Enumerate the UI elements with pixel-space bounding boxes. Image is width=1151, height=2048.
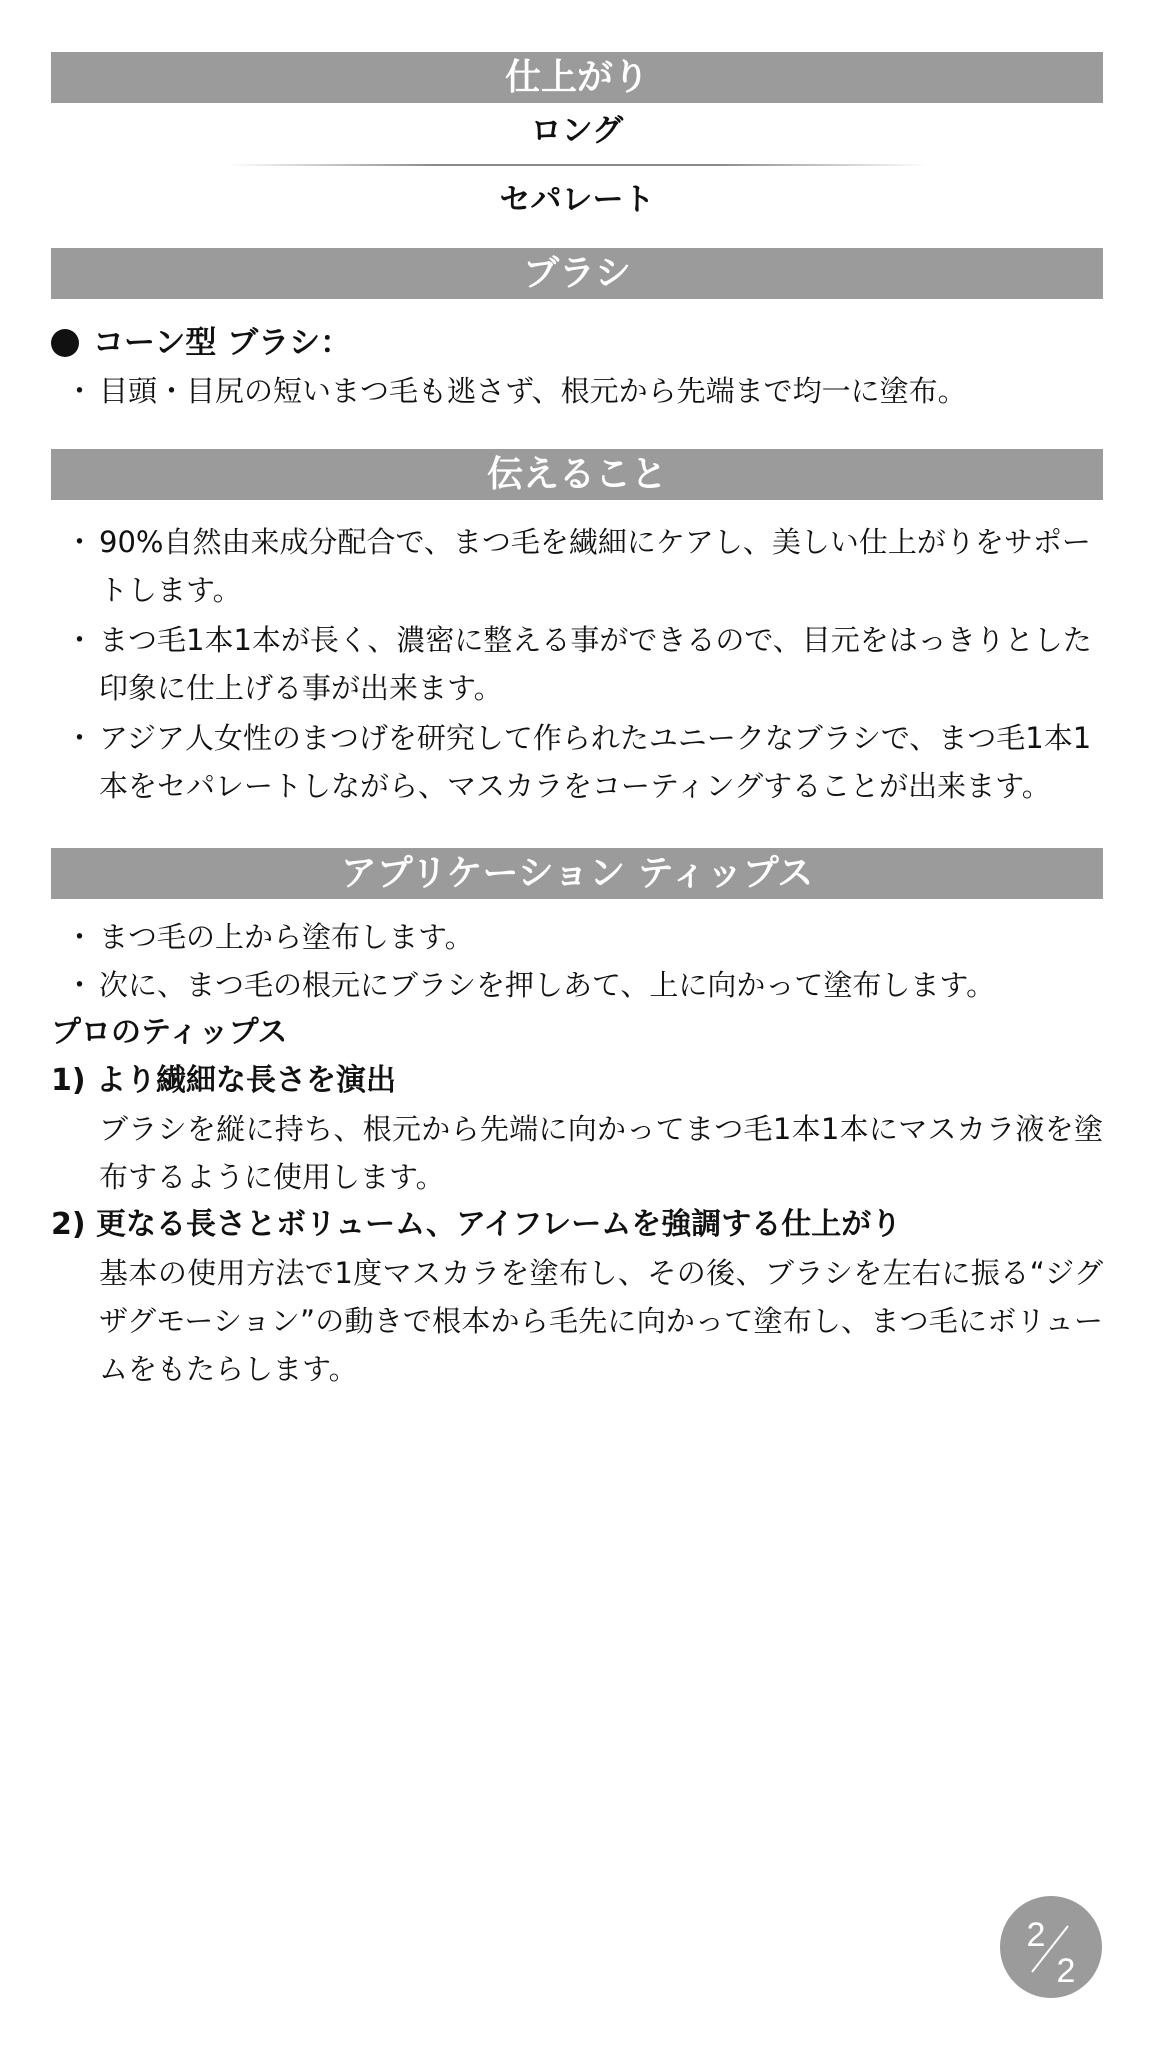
pro-tips-title: プロのティップス (51, 1015, 288, 1050)
brush-type (51, 319, 1103, 367)
list-item: ・ 90%自然由来成分配合で、まつ毛を繊細にケアし、美しい仕上がりをサポートします。 (51, 518, 1103, 614)
tip-2-heading: 2) 更なる長さとボリューム、アイフレームを強調する仕上がり (51, 1207, 902, 1242)
bullet-mark: ・ (65, 374, 95, 408)
page-indicator (1000, 1896, 1102, 1998)
brush-type-label: コーン型 ブラシ： (93, 325, 352, 361)
list-item: ・ まつ毛1本1本が長く、濃密に整える事ができるので、目元をはっきりとした印象に仕上げる事が出来ます。 (51, 616, 1103, 712)
brush-heading: ブラシ (51, 248, 1103, 299)
bullet-mark: ・ (65, 525, 95, 559)
bullet-mark: ・ (65, 623, 95, 657)
list-item: ・ 目頭・目尻の短いまつ毛も逃さず、根元から先端まで均一に塗布。 (51, 367, 1103, 415)
list-item: ・ 次に、まつ毛の根元にブラシを押しあて、上に向かって塗布します。 (51, 961, 1103, 1009)
product-info-page (51, 52, 1103, 1393)
application-bullet-list (51, 913, 1103, 1009)
page-current: 2 (1026, 1916, 1046, 1954)
finish-divider (227, 164, 927, 166)
list-item: ・ アジア人女性のまつげを研究して作られたユニークなブラシで、まつ毛1本1本をセパレートしながら、マスカラをコーティングすることが出来ます。 (51, 714, 1103, 810)
features-bullet-list (51, 518, 1103, 810)
finish-item-long: ロング (530, 113, 624, 149)
bullet-mark: ・ (65, 920, 95, 954)
features-heading: 伝えること (51, 449, 1103, 500)
tip-1-heading: 1) より繊細な長さを演出 (51, 1063, 397, 1098)
application-heading: アプリケーション ティップス (51, 848, 1103, 899)
list-item: ・ まつ毛の上から塗布します。 (51, 913, 1103, 961)
bullet-mark: ・ (65, 721, 95, 755)
finish-item-separate: セパレート (499, 182, 655, 218)
finish-heading: 仕上がり (51, 52, 1103, 103)
tip-1-body: ブラシを縦に持ち、根元から先端に向かってまつ毛1本1本にマスカラ液を塗布するように使用します。 (99, 1112, 1103, 1194)
page-indicator-badge (1000, 1896, 1102, 1998)
tip-2-body: 基本の使用方法で1度マスカラを塗布し、その後、ブラシを左右に振る“ジグザグモーション”の動きで根本から毛先に向かって塗布し、まつ毛にボリュームをもたらします。 (99, 1256, 1103, 1386)
bullet-mark: ・ (65, 968, 95, 1002)
bullet-dot-icon (51, 329, 79, 357)
brush-bullet-list (51, 367, 1103, 415)
page-total: 2 (1056, 1952, 1076, 1990)
